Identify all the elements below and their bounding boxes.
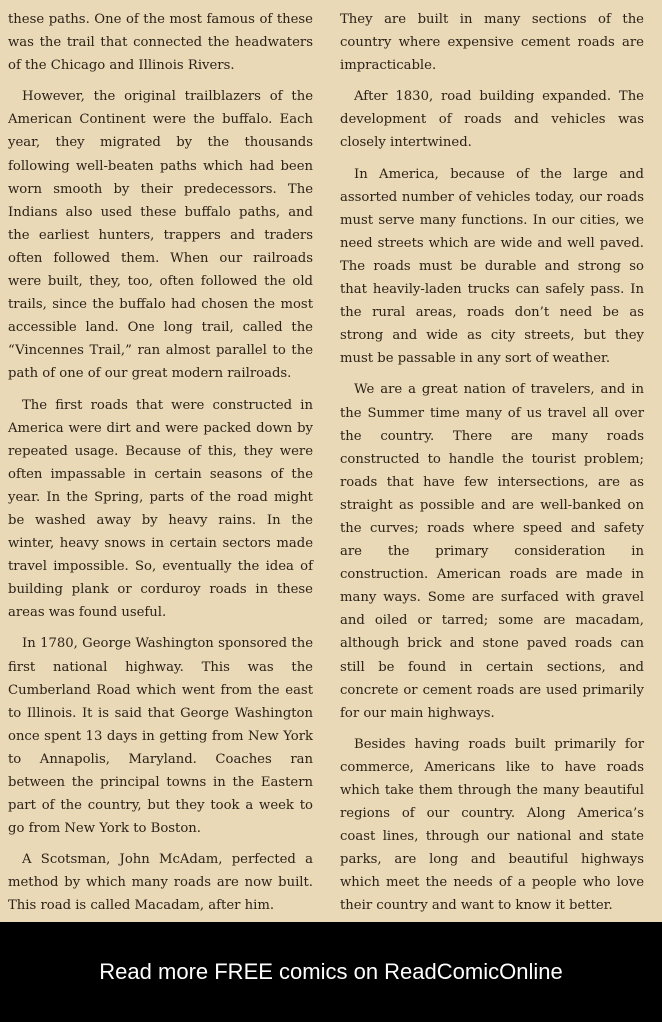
paragraph: In America, because of the large and assorted number of vehicles today, our roads must serve many functions. In our cities, we need streets which are wide and well paved. The roads must be durable and strong so that heavily-laden trucks can safely pass. In the rural areas, roads don’t need be as strong and wide as city streets, but they must be passable in any sort of weather. — [340, 166, 644, 367]
paragraph: Besides having roads built primarily for commerce, Americans like to have roads which take them through the many beautiful regions of our country. Along America’s coast lines, through our national and state parks, are long and beautiful highways which meet the needs of a people who love their country and want to know it better. — [340, 736, 644, 914]
left-column — [8, 8, 313, 922]
paragraph: They are built in many sections of the country where expensive cement roads are impracticable. — [340, 12, 644, 74]
column-divider — [326, 0, 327, 922]
paragraph: After 1830, road building expanded. The development of roads and vehicles was closely intertwined. — [340, 89, 644, 151]
paragraph: However, the original trailblazers of the American Continent were the buffalo. Each year, they migrated by the thousands following well-beaten paths which had been worn smooth by their predecessors. The Indians also used these buffalo paths, and the earliest hunters, trappers and traders often followed them. When our railroads were built, they, too, often followed the old trails, since the buffalo had chosen the most accessible land. One long trail, called the “Vincennes Trail,” ran almost parallel to the path of one of our great modern railroads. — [8, 89, 313, 382]
promo-banner[interactable]: Read more FREE comics on ReadComicOnline — [0, 922, 662, 1022]
paragraph: The first roads that were constructed in America were dirt and were packed down by repeated usage. Because of this, they were often impassable in certain seasons of the year. In the Spring, parts of the road might be washed away by heavy rains. In the winter, heavy snows in certain sectors made travel impossible. So, eventually the idea of building plank or corduroy roads in these areas was found useful. — [8, 397, 313, 621]
right-column — [340, 8, 644, 922]
paragraph: these paths. One of the most famous of these was the trail that connected the headwaters of the Chicago and Illinois Rivers. — [8, 12, 313, 74]
paragraph: In 1780, George Washington sponsored the first national highway. This was the Cumberland Road which went from the east to Illinois. It is said that George Washington once spent 13 days in getting from New York to Annapolis, Maryland. Coaches ran between the principal towns in the Eastern part of the country, but they took a week to go from New York to Boston. — [8, 636, 313, 837]
paragraph: We are a great nation of travelers, and in the Summer time many of us travel all over the country. There are many roads constructed to handle the tourist problem; roads that have few intersections, are as straight as possible and are well-banked on the curves; roads where speed and safety are the primary consideration in construction. American roads are made in many ways. Some are surfaced with gravel and oiled or tarred; some are macadam, although brick and stone paved roads can still be found in certain sections, and concrete or cement roads are used primarily for our main highways. — [340, 382, 644, 721]
paragraph: A Scotsman, John McAdam, perfected a method by which many roads are now built. This road is called Macadam, after him. — [8, 852, 313, 914]
